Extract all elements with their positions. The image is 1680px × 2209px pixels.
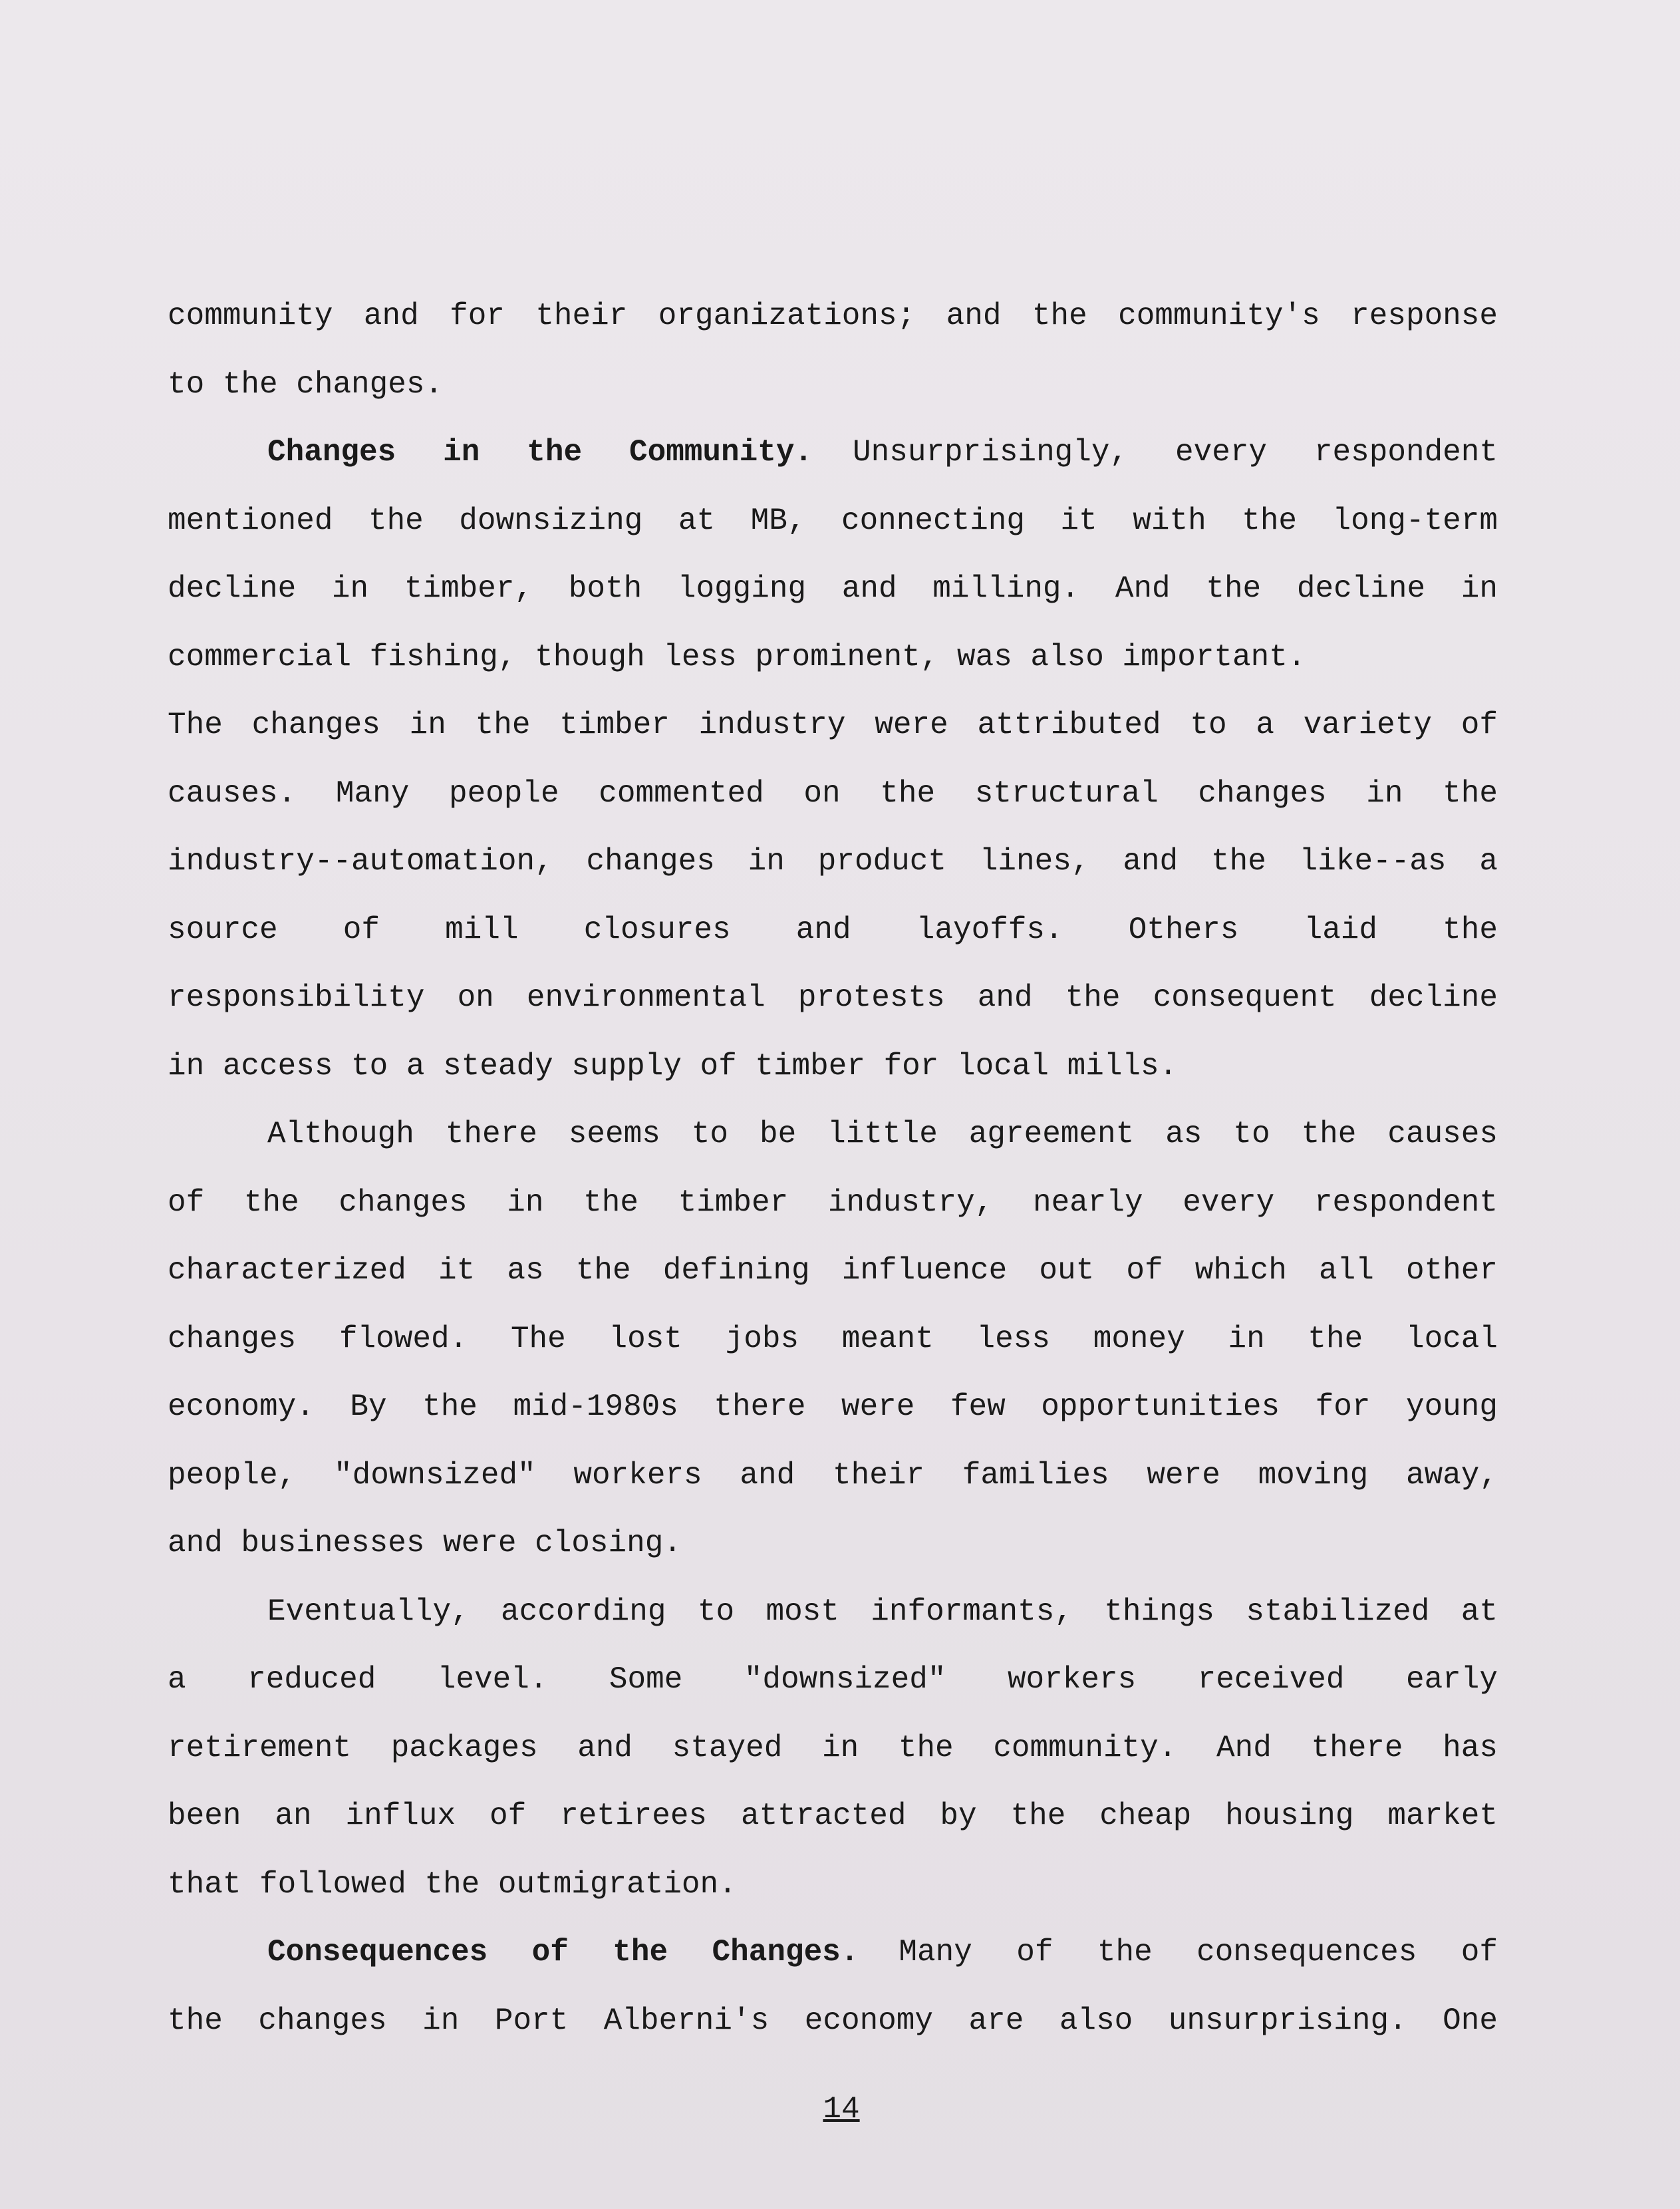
text-line: changes flowed. The lost jobs meant less money in the local (168, 1321, 1498, 1356)
text-line: mentioned the downsizing at MB, connecting it with the long-term (168, 503, 1498, 538)
section-heading-line (168, 418, 1498, 487)
text-line: a reduced level. Some "downsized" workers received early (168, 1662, 1498, 1697)
text-line: source of mill closures and layoffs. Others laid the (168, 912, 1498, 947)
text-line: community and for their organizations; and the community's response (168, 299, 1498, 333)
text-line: to the changes. (168, 367, 444, 402)
text-line: that followed the outmigration. (168, 1866, 737, 1902)
text-line: people, "downsized" workers and their families were moving away, (168, 1457, 1498, 1493)
section-heading-consequences: Consequences of the Changes. (267, 1935, 859, 1970)
text-line: The changes in the timber industry were attributed to a variety of (168, 708, 1498, 742)
section-heading-line (168, 1918, 1498, 1987)
text-line: economy. By the mid-1980s there were few opportunities for young (168, 1390, 1498, 1424)
text-line: of the changes in the timber industry, nearly every respondent (168, 1185, 1498, 1220)
text-line: and businesses were closing. (168, 1526, 682, 1560)
text-line: commercial fishing, though less prominent, was also important. (168, 639, 1306, 674)
text-line: industry--automation, changes in product lines, and the like--as a (168, 844, 1498, 879)
text-line: decline in timber, both logging and milling. And the decline in (168, 571, 1498, 606)
text-line: causes. Many people commented on the structural changes in the (168, 776, 1498, 811)
text-span: Unsurprisingly, every respondent (853, 435, 1498, 470)
text-line: Eventually, according to most informants, things stabilized at (267, 1594, 1498, 1629)
text-line: responsibility on environmental protests and the consequent decline (168, 980, 1498, 1015)
text-line: Although there seems to be little agreement as to the causes (267, 1117, 1498, 1151)
text-span: Many of the consequences of (899, 1935, 1498, 1970)
section-heading-community: Changes in the Community. (267, 435, 813, 470)
text-line: retirement packages and stayed in the community. And there has (168, 1730, 1498, 1765)
text-line: in access to a steady supply of timber for local mills. (168, 1048, 1178, 1084)
text-line: the changes in Port Alberni's economy are also unsurprising. One (168, 2003, 1498, 2038)
text-line: been an influx of retirees attracted by the cheap housing market (168, 1799, 1498, 1833)
page-number: 14 (823, 2092, 860, 2127)
body-text (168, 282, 1498, 2055)
text-line: characterized it as the defining influence out of which all other (168, 1253, 1498, 1288)
